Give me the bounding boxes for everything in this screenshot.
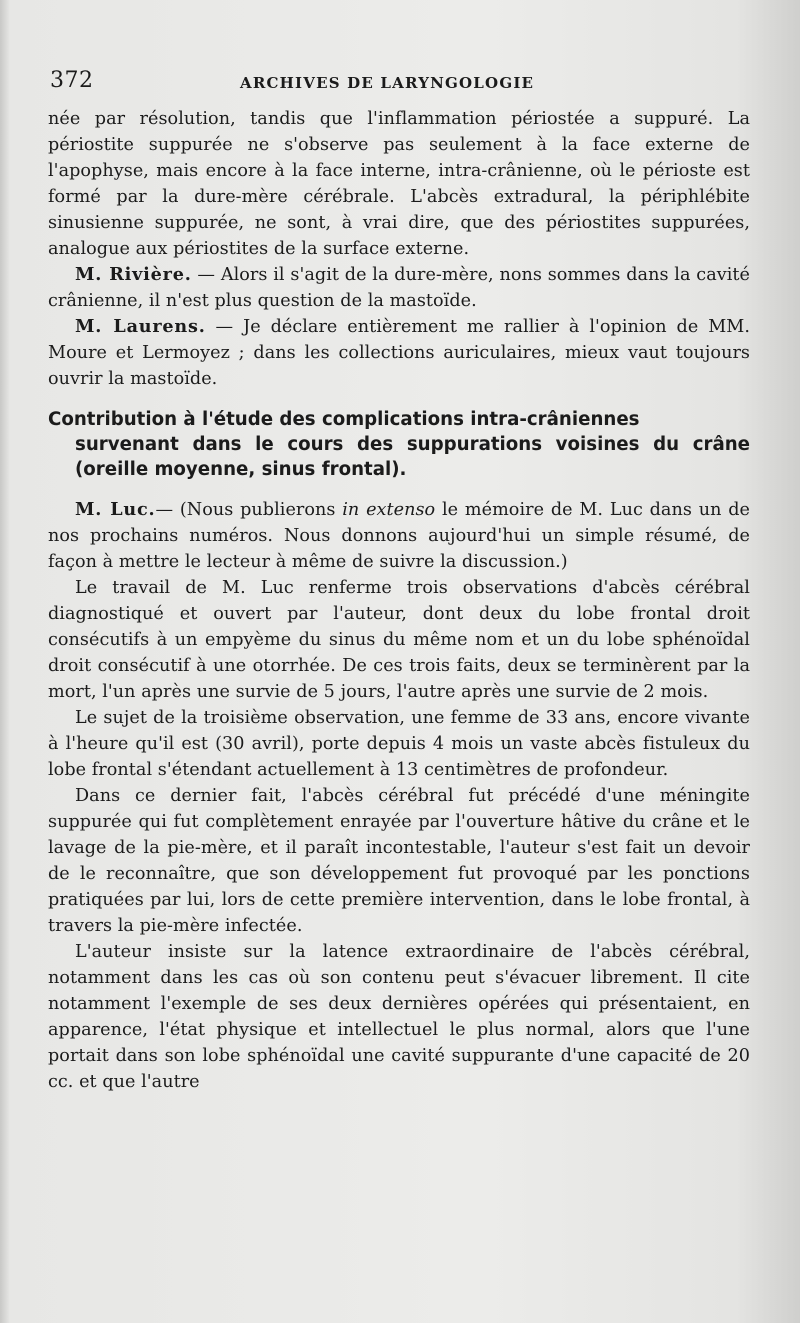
speaker-riviere: M. Rivière. [75,264,192,285]
paragraph-intro: née par résolution, tandis que l'inflammation périostée a suppuré. La périostite suppurée ne s'observe pas seulement à la face externe de l'apophyse, mais encore à la face interne, intra-crânienne, où le périoste est formé par la dure-mère cérébrale. L'abcès extradural, la périphlébite sinusienne suppurée, ne sont, à vrai dire, que des périostites suppurées, analogue aux périostites de la surface externe. [48,109,750,259]
paragraph-travail: Le travail de M. Luc renferme trois observations d'abcès cérébral diagnostiqué et ouvert par l'auteur, dont deux du lobe frontal droit consécutifs à un empyème du sinus du même nom et un du lobe sphénoïdal droit consécutif à une otorrhée. De ces trois faits, deux se terminèrent par la mort, l'un après une survie de 5 jours, l'autre après une survie de 2 mois. [48,578,750,702]
speaker-laurens: M. Laurens. [75,316,206,337]
section-heading-continuation: survenant dans le cours des suppurations voisines du crâne (oreille moyenne, sinus frontal). [75,434,750,480]
section-heading [48,407,750,482]
paragraph-sujet: Le sujet de la troisième observation, une femme de 33 ans, encore vivante à l'heure qu'il est (30 avril), porte depuis 4 mois un vaste abcès fistuleux du lobe frontal s'étendant actuellement à 13 centimètres de profondeur. [48,708,750,780]
paragraph-dernier-fait: Dans ce dernier fait, l'abcès cérébral fut précédé d'une méningite suppurée qui fut complètement enrayée par l'ouverture hâtive du crâne et le lavage de la pie-mère, et il paraît incontestable, l'auteur s'est fait un devoir de le reconnaître, que son développement fut provoqué par les ponctions pratiquées par lui, lors de cette première intervention, dans le lobe frontal, à travers la pie-mère infectée. [48,786,750,936]
paragraph-riviere [48,262,750,314]
riviere-remark: — Alors il s'agit de la dure-mère, nons sommes dans la cavité crânienne, il n'est plus question de la mastoïde. [48,265,750,311]
journal-title: ARCHIVES DE LARYNGOLOGIE [240,74,535,92]
speaker-luc: M. Luc. [75,499,156,520]
paragraph-laurens [48,314,750,392]
luc-remark-end: le mémoire de M. Luc dans un de nos prochains numéros. Nous donnons aujourd'hui un simple résumé, de façon à mettre le lecteur à même de suivre la discussion.) [48,500,750,572]
laurens-remark: — Je déclare entièrement me rallier à l'opinion de MM. Moure et Lermoyez ; dans les collections auriculaires, mieux vaut toujours ouvrir la mastoïde. [48,317,750,389]
luc-remark-italic: in extenso [342,500,436,520]
page-number: 372 [50,68,94,93]
section-heading-line-1: Contribution à l'étude des complications intra-crâniennes [48,409,640,430]
luc-remark-start: — (Nous publierons [155,500,343,520]
page-body [48,106,750,1095]
paragraph-luc [48,497,750,575]
running-header [50,68,750,100]
paragraph-auteur: L'auteur insiste sur la latence extraordinaire de l'abcès cérébral, notamment dans les cas où son contenu peut s'évacuer librement. Il cite notamment l'exemple de ses deux dernières opérées qui présentaient, en apparence, l'état physique et intellectuel le plus normal, alors que l'une portait dans son lobe sphénoïdal une cavité suppurante d'une capacité de 20 cc. et que l'autre [48,942,750,1092]
